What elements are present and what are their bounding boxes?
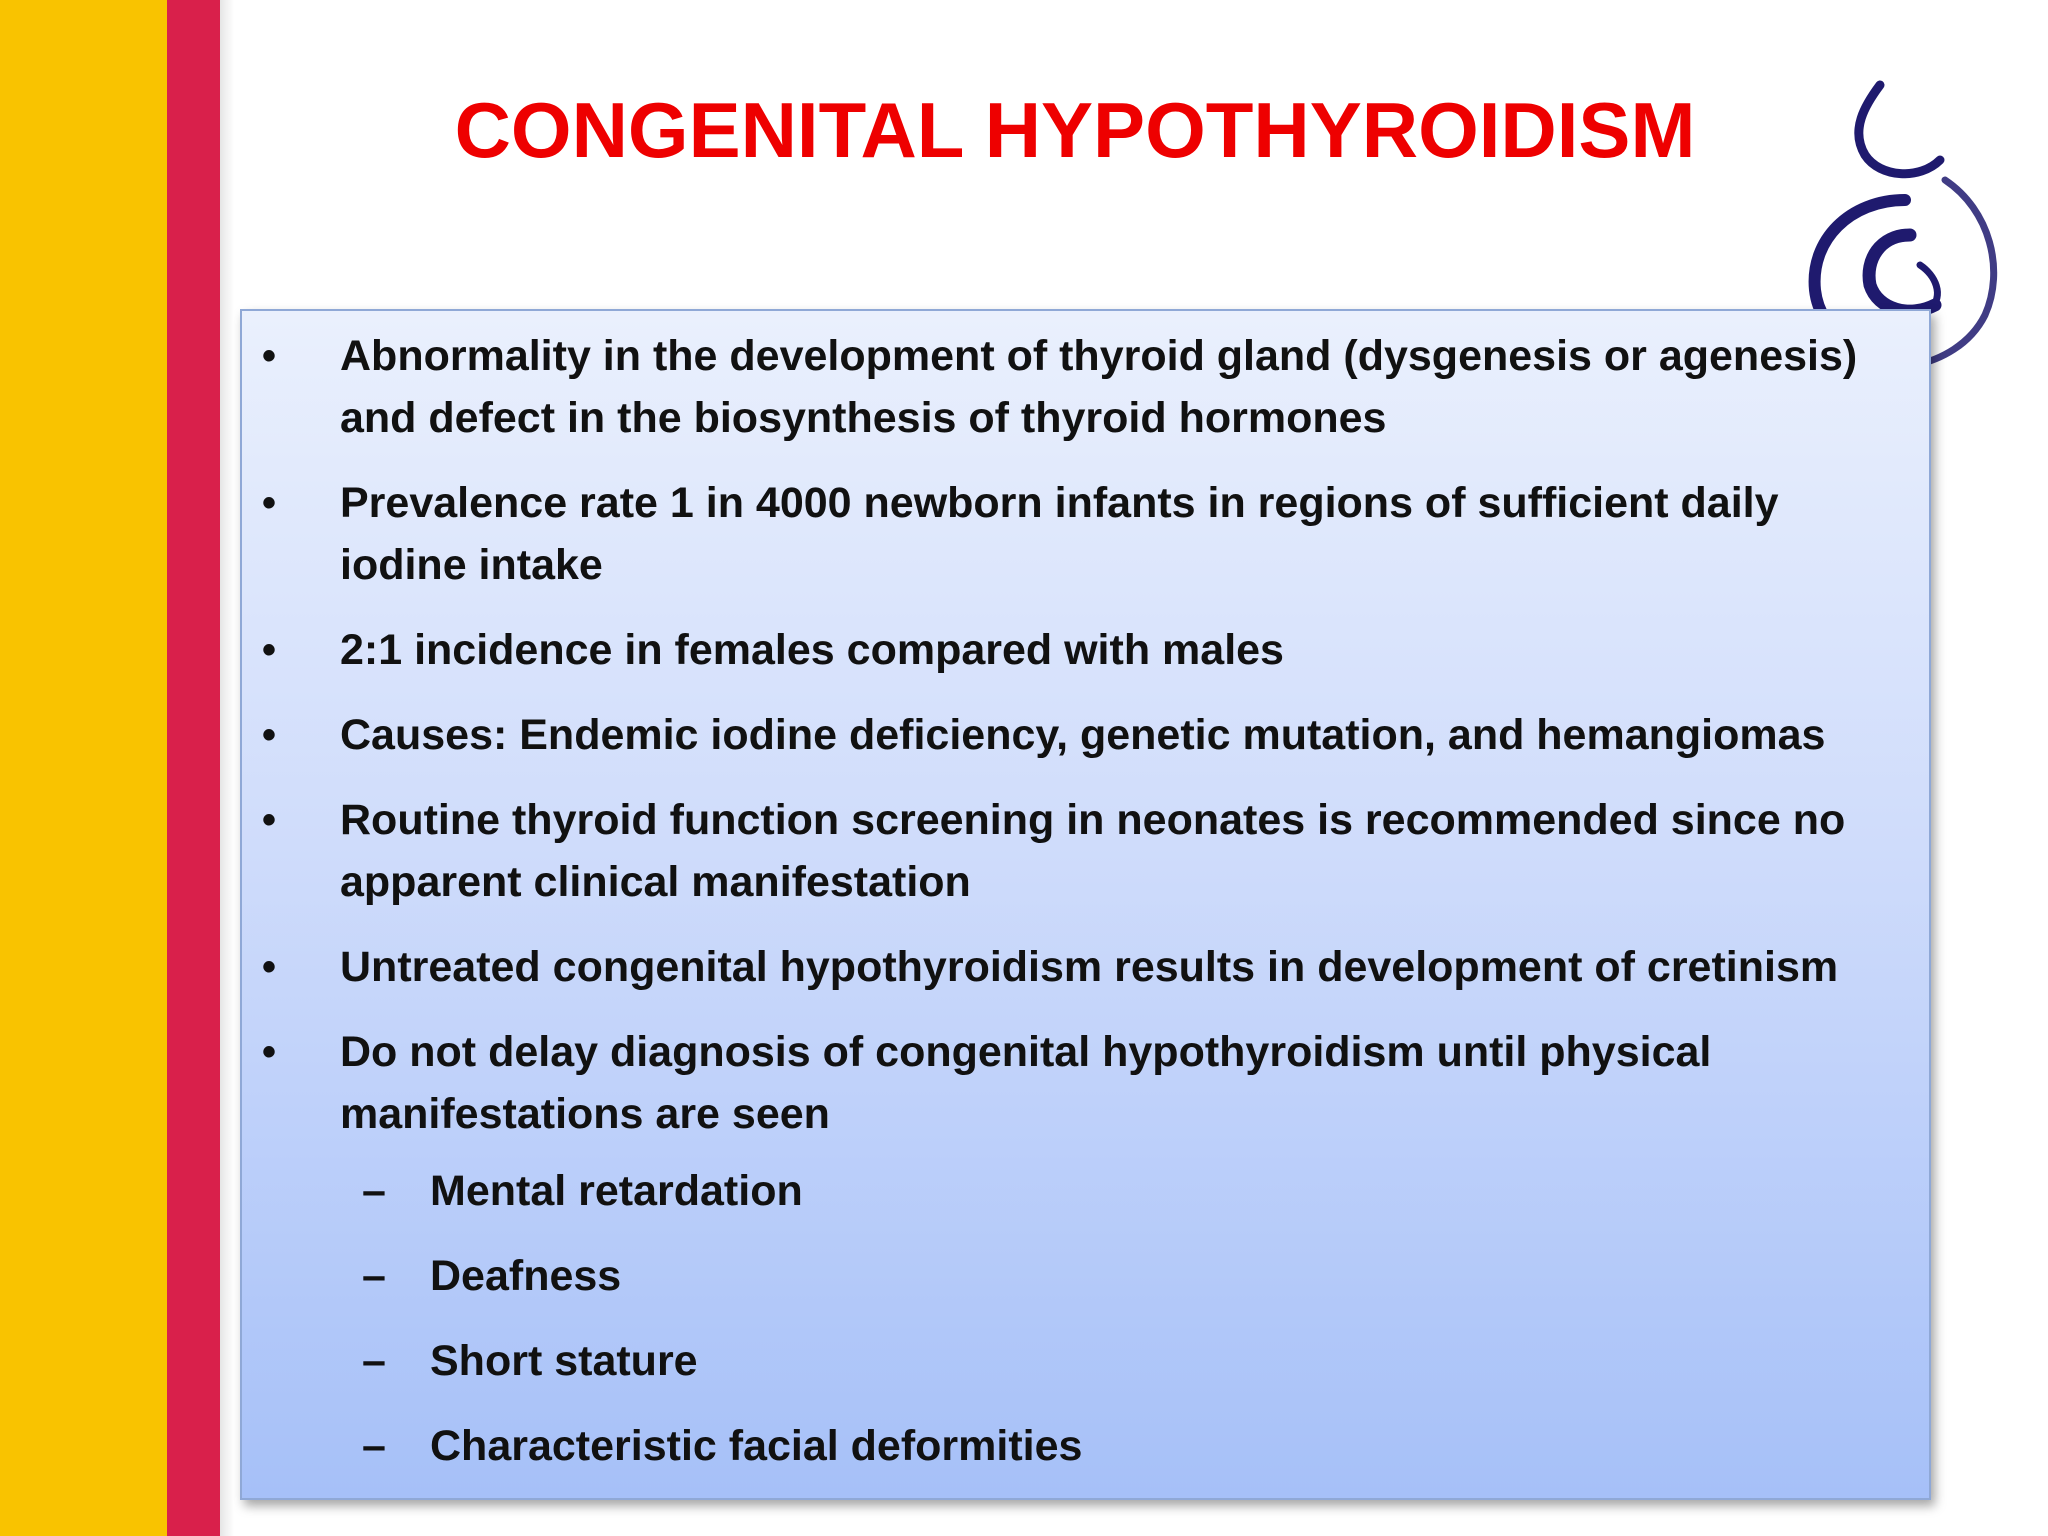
sub-bullet-text: Short stature <box>430 1337 698 1385</box>
bullet-text: 2:1 incidence in females compared with males <box>340 626 1284 674</box>
bullet-text: Do not delay diagnosis of congenital hypothyroidism until physical manifestations are seen <box>340 1028 1712 1138</box>
dash-mark: – <box>362 1337 386 1385</box>
dash-mark: – <box>362 1422 386 1470</box>
bullet-text: Abnormality in the development of thyroid gland (dysgenesis or agenesis) and defect in the biosynthesis of thyroid hormones <box>340 332 1858 442</box>
sub-bullet-text: Mental retardation <box>430 1167 803 1215</box>
bullet-item <box>242 936 1929 998</box>
slide-title: CONGENITAL HYPOTHYROIDISM <box>454 86 1696 174</box>
bullet-text: Prevalence rate 1 in 4000 newborn infants in regions of sufficient daily iodine intake <box>340 479 1779 589</box>
left-yellow-stripe <box>0 0 167 1536</box>
sub-bullet-item <box>242 1415 1082 1477</box>
bullet-item <box>242 1021 1929 1145</box>
bullet-dot: • <box>262 334 277 378</box>
bullet-text: Untreated congenital hypothyroidism results in development of cretinism <box>340 943 1839 991</box>
dash-mark: – <box>362 1252 386 1300</box>
bullet-text: Causes: Endemic iodine deficiency, genetic mutation, and hemangiomas <box>340 711 1826 759</box>
content-box <box>240 309 1931 1500</box>
bullet-dot: • <box>262 713 277 757</box>
dash-mark: – <box>362 1167 386 1215</box>
bullet-text: Routine thyroid function screening in neonates is recommended since no apparent clinical manifestation <box>340 796 1846 906</box>
bullet-item <box>242 325 1929 449</box>
bullet-dot: • <box>262 945 277 989</box>
bullet-dot: • <box>262 1030 277 1074</box>
stripe-shadow <box>220 0 234 1536</box>
sub-bullet-item <box>242 1160 803 1222</box>
sub-bullet-item <box>242 1330 698 1392</box>
sub-bullet-text: Characteristic facial deformities <box>430 1422 1083 1470</box>
sub-bullet-item <box>242 1245 621 1307</box>
sub-bullet-text: Deafness <box>430 1252 622 1300</box>
bullet-dot: • <box>262 628 277 672</box>
bullet-dot: • <box>262 798 277 842</box>
bullet-item <box>242 619 1929 681</box>
left-red-stripe <box>167 0 220 1536</box>
bullet-item <box>242 704 1929 766</box>
bullet-item <box>242 472 1929 596</box>
bullet-item <box>242 789 1929 913</box>
bullet-list <box>242 325 1929 1168</box>
bullet-dot: • <box>262 481 277 525</box>
